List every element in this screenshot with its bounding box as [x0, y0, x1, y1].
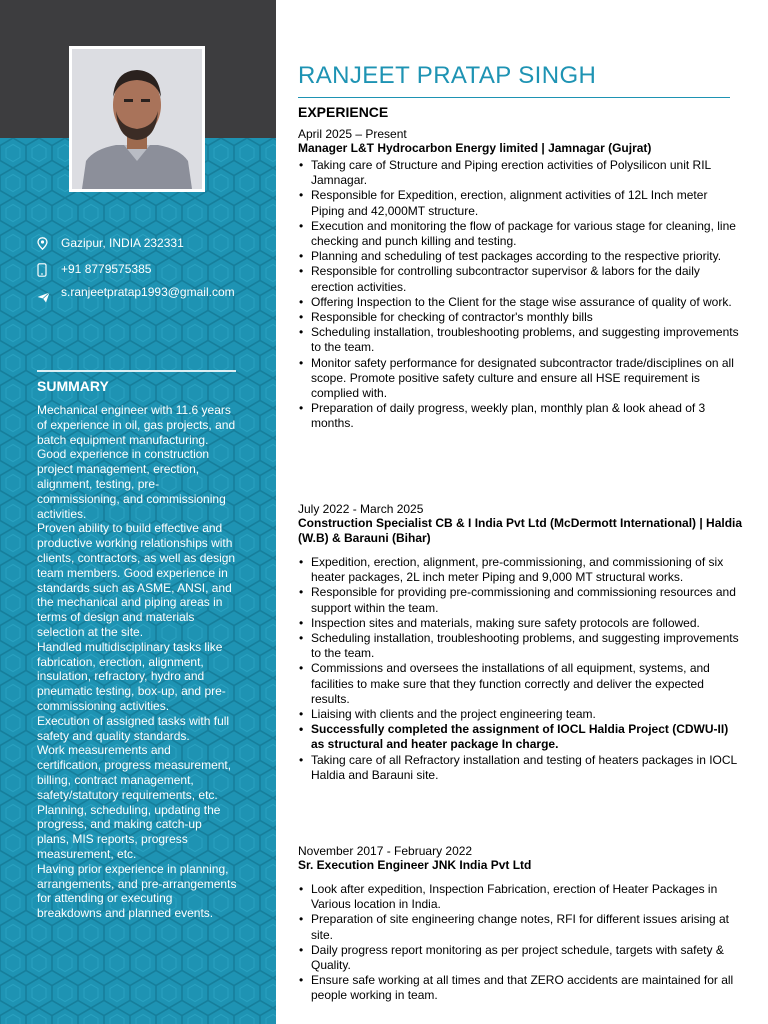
phone-icon [37, 263, 61, 280]
job-role: Construction Specialist CB & I India Pvt Ltd (McDermott International) | Haldia (W.B) & Barauni (Bihar) [298, 516, 743, 545]
experience-heading: EXPERIENCE [298, 104, 389, 120]
candidate-name: RANJEET PRATAP SINGH [298, 62, 597, 89]
summary-paragraph: Good experience in construction project management, erection, alignment, testing, pre-commissioning, and commissioning activities. [37, 447, 226, 521]
job-bullet: • Preparation of site engineering change notes, RFI for different issues arising at site. [298, 912, 743, 942]
sidebar [0, 0, 276, 1024]
summary-heading: SUMMARY [37, 378, 109, 394]
job-bullet: • Look after expedition, Inspection Fabrication, erection of Heater Packages in Various location in India. [298, 882, 743, 912]
summary-paragraph: Handled multidisciplinary tasks like fabrication, erection, alignment, insulation, refractory, hydro and pneumatic testing, box-up, and pre-commissioning activities. [37, 639, 226, 713]
job-bullet: • Expedition, erection, alignment, pre-commissioning, and commissioning of six heater packages, 2L inch meter Piping and 9,000 MT structural works. [298, 555, 743, 585]
summary-paragraph: Execution of assigned tasks with full safety and quality standards. [37, 713, 230, 743]
job-date: November 2017 - February 2022 [298, 844, 473, 858]
job-entry [298, 844, 743, 1004]
job-bullet: • Responsible for controlling subcontractor supervisor & labors for the daily erection activities. [298, 264, 743, 294]
summary-paragraph: Planning, scheduling, updating the progress, and making catch-up plans, MIS reports, progress measurement, etc. [37, 802, 221, 861]
summary-paragraph: Having prior experience in planning, arrangements, and pre-arrangements for attending or executing breakdowns and planned events. [37, 861, 237, 921]
contact-phone [37, 263, 237, 280]
job-bullet: • Planning and scheduling of test packages according to the respective priority. [298, 249, 743, 264]
job-bullet-highlight: • Successfully completed the assignment of IOCL Haldia Project (CDWU-II) as structural and heater package In charge. [298, 722, 743, 752]
job-entry [298, 502, 743, 783]
job-date: July 2022 - March 2025 [298, 502, 424, 516]
job-bullet-list [298, 555, 743, 783]
job-bullet: • Offering Inspection to the Client for the stage wise assurance of quality of work. [298, 295, 743, 310]
job-bullet: • Responsible for Expedition, erection, alignment activities of 12L Inch meter Piping and 42,000MT structure. [298, 188, 743, 218]
contact-location [37, 237, 237, 253]
job-bullet: • Responsible for providing pre-commissioning and commissioning resources and support within the team. [298, 585, 743, 615]
job-bullet: • Scheduling installation, troubleshooting problems, and suggesting improvements to the team. [298, 325, 743, 355]
profile-photo-frame [69, 46, 205, 192]
summary-paragraph: Work measurements and certification, progress measurement, billing, contract management, safety/statutory requirements, etc. [37, 743, 232, 802]
summary-divider [37, 370, 236, 372]
job-bullet: • Daily progress report monitoring as per project schedule, targets with safety & Quality. [298, 943, 743, 973]
job-bullet: • Commissions and oversees the installations of all equipment, systems, and facilities to make sure that they function correctly and deliver the expected results. [298, 661, 743, 707]
job-bullet: • Preparation of daily progress, weekly plan, monthly plan & look ahead of 3 months. [298, 401, 743, 431]
summary-paragraph: Mechanical engineer with 11.6 years of experience in oil, gas projects, and batch equipment manufacturing. [37, 403, 236, 447]
job-bullet: • Liaising with clients and the project engineering team. [298, 707, 743, 722]
job-bullet: • Ensure safe working at all times and that ZERO accidents are maintained for all people working in team. [298, 973, 743, 1003]
phone-text: +91 8779575385 [61, 262, 152, 276]
profile-photo [72, 49, 202, 189]
job-role: Sr. Execution Engineer JNK India Pvt Ltd [298, 858, 532, 872]
name-divider [298, 97, 730, 98]
job-bullet-list [298, 158, 743, 432]
job-bullet: • Monitor safety performance for designated subcontractor trade/disciplines on all scope. Promote positive safety culture and ensure all HSE requirement is complied with. [298, 356, 743, 402]
job-bullet: • Execution and monitoring the flow of package for various stage for cleaning, line checking and punch killing and testing. [298, 219, 743, 249]
job-entry [298, 127, 743, 432]
email-link[interactable]: s.ranjeetpratap1993@gmail.com [61, 285, 235, 299]
job-bullet: • Taking care of all Refractory installation and testing of heaters packages in IOCL Haldia and Barauni site. [298, 753, 743, 783]
location-text: Gazipur, INDIA 232331 [61, 236, 184, 250]
job-bullet: • Scheduling installation, troubleshooting problems, and suggesting improvements to the team. [298, 631, 743, 661]
location-pin-icon [37, 237, 61, 253]
contact-email [37, 286, 237, 306]
job-bullet: • Inspection sites and materials, making sure safety protocols are followed. [298, 616, 743, 631]
job-bullet: • Responsible for checking of contractor's monthly bills [298, 310, 743, 325]
job-bullet-list [298, 882, 743, 1004]
summary-paragraph: Proven ability to build effective and productive working relationships with clients, contractors, as well as design team members. Good experience in standards such as ASME, ANSI, and the mechanical and piping areas in terms of design and materials selection at the site. [37, 521, 236, 639]
summary-text [37, 403, 237, 921]
job-bullet: • Taking care of Structure and Piping erection activities of Polysilicon unit RIL Jamnagar. [298, 158, 743, 188]
send-paper-plane-icon [37, 286, 61, 306]
job-date: April 2025 – Present [298, 127, 407, 141]
job-role: Manager L&T Hydrocarbon Energy limited | Jamnagar (Gujrat) [298, 141, 652, 155]
